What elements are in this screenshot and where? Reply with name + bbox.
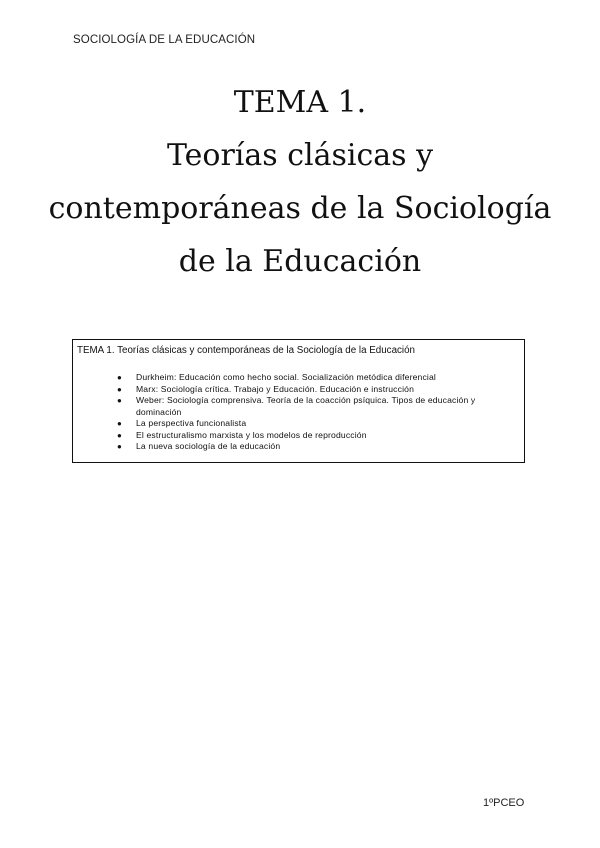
title-line-1: TEMA 1.: [233, 85, 367, 120]
bullet-icon: ●: [117, 442, 122, 451]
toc-item-text: Marx: Sociología crítica. Trabajo y Educación. Educación e instrucción: [136, 383, 414, 394]
toc-item-estructuralismo: [117, 430, 517, 442]
toc-item-funcionalista: [117, 418, 517, 430]
toc-item-text: Durkheim: Educación como hecho social. Socialización metódica diferencial: [136, 372, 436, 382]
title-line-2: Teorías clásicas y: [166, 138, 434, 173]
bullet-icon: ●: [117, 419, 122, 428]
toc-item-marx: [117, 384, 517, 396]
toc-item-durkheim: [117, 372, 517, 384]
toc-item-weber: [117, 395, 517, 418]
title-line-4: de la Educación: [178, 244, 422, 279]
document-title: [0, 76, 600, 288]
page-footer: [483, 797, 524, 809]
bullet-icon: ●: [117, 384, 122, 394]
bullet-icon: ●: [117, 396, 122, 405]
bullet-icon: ●: [117, 430, 122, 440]
table-of-contents: [72, 339, 525, 463]
toc-item-text: La perspectiva funcionalista: [136, 418, 247, 428]
course-label: 1ºPCEO: [483, 797, 525, 809]
bullet-icon: ●: [117, 373, 122, 382]
toc-item-text: La nueva sociología de la educación: [136, 441, 281, 451]
toc-title: TEMA 1. Teorías clásicas y contemporáneas de la Sociología de la Educación: [77, 345, 416, 356]
toc-list: [117, 372, 517, 453]
toc-item-text: El estructuralismo marxista y los modelos de reproducción: [136, 429, 367, 440]
toc-item-nueva-sociologia: [117, 441, 517, 453]
title-line-3: contemporáneas de la Sociología: [48, 191, 552, 226]
subject-name: SOCIOLOGÍA DE LA EDUCACIÓN: [73, 34, 256, 46]
page-header: [73, 34, 255, 46]
toc-item-text: Weber: Sociología comprensiva. Teoría de la coacción psíquica. Tipos de educación y dominación: [136, 395, 476, 417]
